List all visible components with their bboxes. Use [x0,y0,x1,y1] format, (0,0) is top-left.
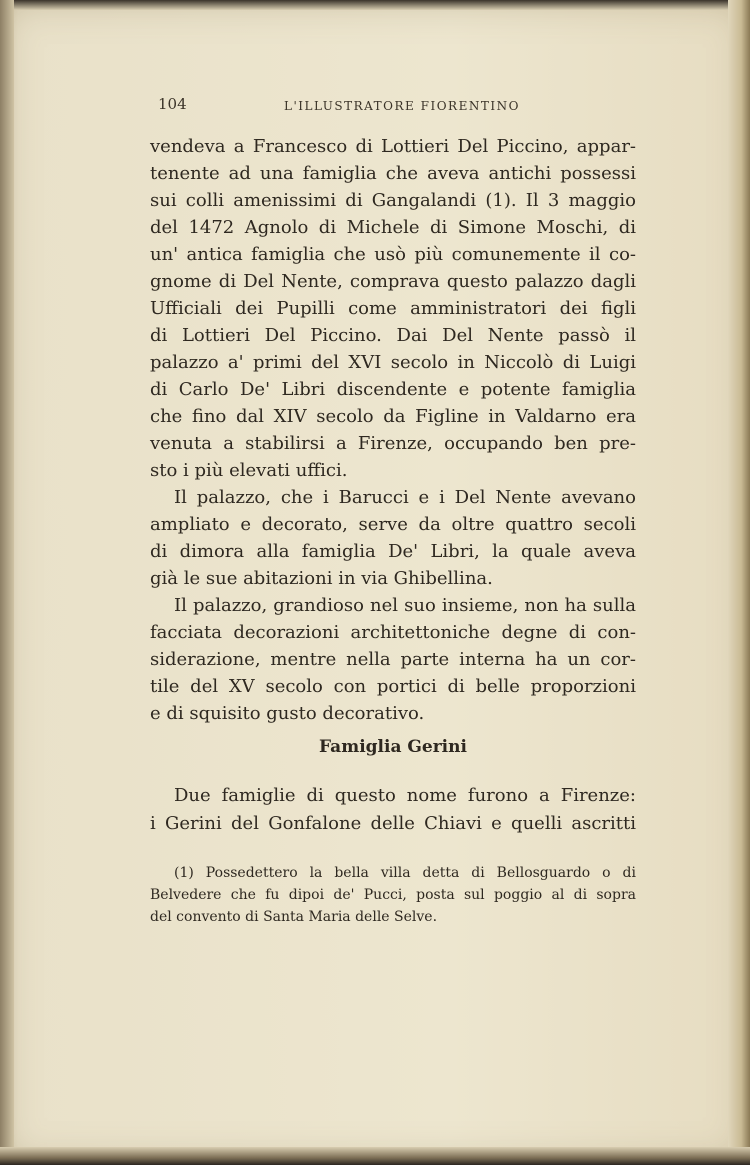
text-line: un' antica famiglia che usò più comunemente il co- [150,244,636,265]
text-line: sto i più elevati uffici. [150,460,348,481]
page-top-edge [0,0,750,10]
text-line: Il palazzo, che i Barucci e i Del Nente avevano [174,487,636,508]
text-line: Ufficiali dei Pupilli come amministratori dei figli [150,298,636,319]
running-head: L'ILLUSTRATORE FIORENTINO [284,99,520,113]
text-line: palazzo a' primi del XVI secolo in Niccolò di Luigi [150,352,636,373]
text-line: venuta a stabilirsi a Firenze, occupando ben pre- [150,433,636,454]
text-line: di Carlo De' Libri discendente e potente famiglia [150,379,636,400]
text-line: e di squisito gusto decorativo. [150,703,425,724]
text-line: gnome di Del Nente, comprava questo palazzo dagli [150,271,636,292]
page-bottom-edge [0,1147,750,1165]
text-line: sui colli amenissimi di Gangalandi (1). Il 3 maggio [150,190,636,211]
section-heading: Famiglia Gerini [319,737,467,757]
text-line: tenente ad una famiglia che aveva antichi possessi [150,163,636,184]
page-number: 104 [158,95,187,113]
text-line: Due famiglie di questo nome furono a Firenze: [174,785,636,806]
page-right-edge [728,0,750,1165]
section-text [150,782,636,838]
text-line: che fino dal XIV secolo da Figline in Valdarno era [150,406,636,427]
text-line: facciata decorazioni architettoniche degne di con- [150,622,636,643]
footnote-line: Belvedere che fu dipoi de' Pucci, posta sul poggio al di sopra [150,887,636,903]
text-line: siderazione, mentre nella parte interna ha un cor- [150,649,636,670]
text-line: di dimora alla famiglia De' Libri, la quale aveva [150,541,636,562]
footnote [150,862,636,928]
body-text [150,133,636,727]
text-line: tile del XV secolo con portici di belle proporzioni [150,676,636,697]
page-binding-edge [0,0,14,1165]
text-line: ampliato e decorato, serve da oltre quattro secoli [150,514,636,535]
text-line: vendeva a Francesco di Lottieri Del Piccino, appar- [150,136,636,157]
text-line: i Gerini del Gonfalone delle Chiavi e quelli ascritti [150,813,636,834]
footnote-line: (1) Possedettero la bella villa detta di Bellosguardo o di [174,865,636,881]
text-line: già le sue abitazioni in via Ghibellina. [150,568,493,589]
text-line: Il palazzo, grandioso nel suo insieme, non ha sulla [174,595,636,616]
text-line: di Lottieri Del Piccino. Dai Del Nente passò il [150,325,636,346]
footnote-line: del convento di Santa Maria delle Selve. [150,909,438,925]
text-line: del 1472 Agnolo di Michele di Simone Moschi, di [150,217,636,238]
